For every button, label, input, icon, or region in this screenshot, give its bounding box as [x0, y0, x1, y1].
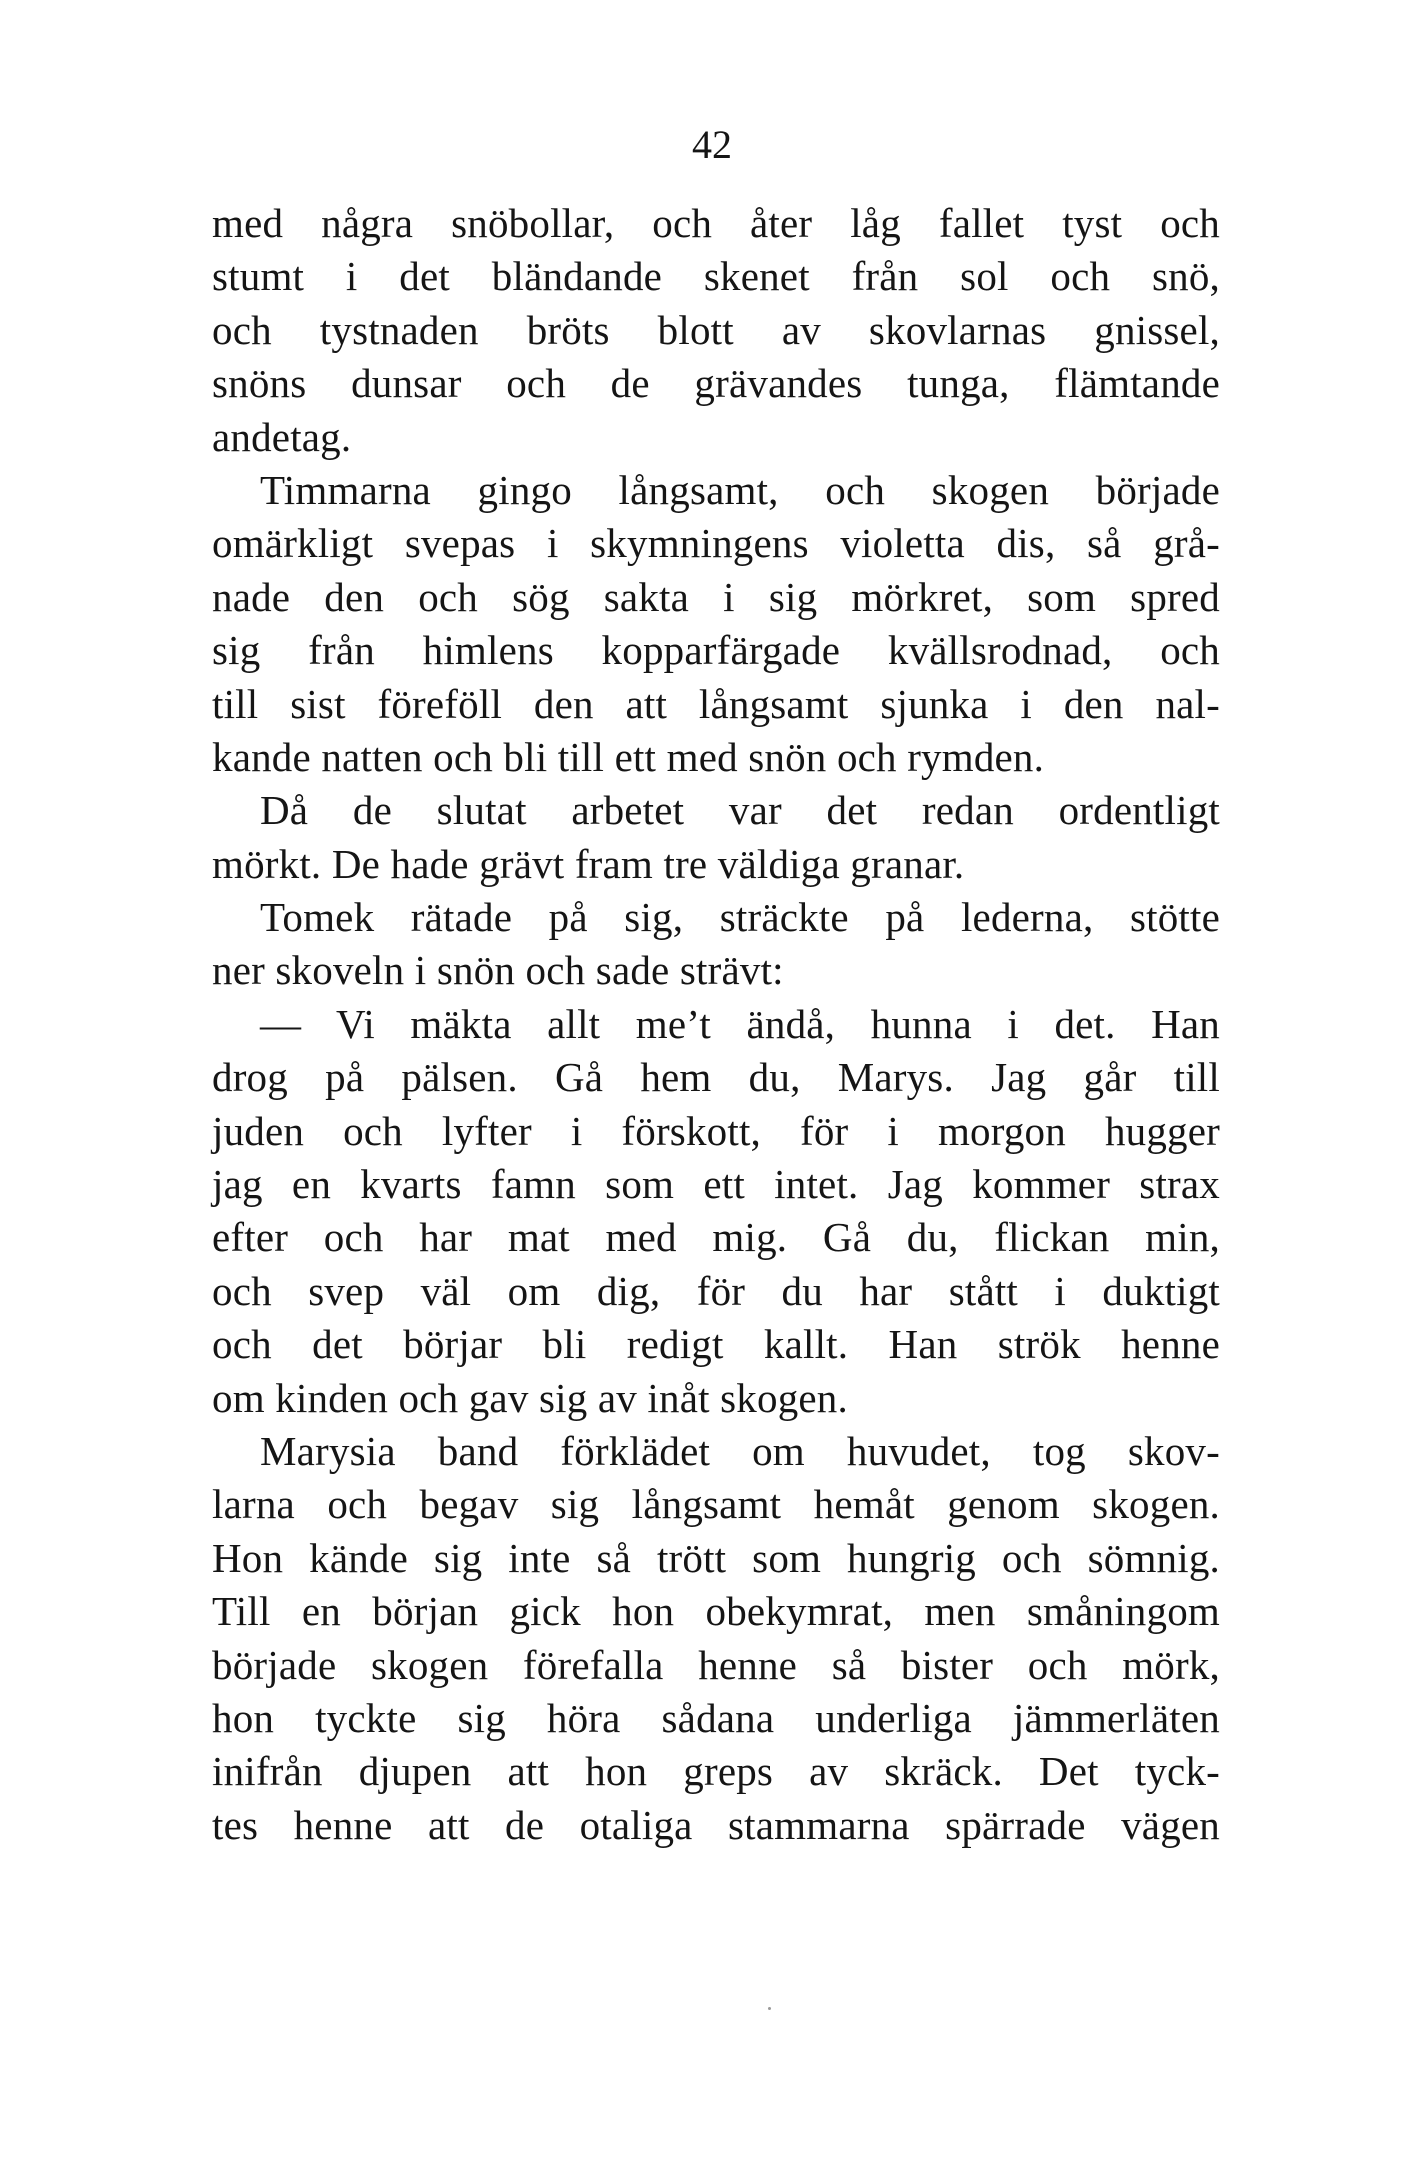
text-line: och svep väl om dig, för du har stått i duktigt: [212, 1267, 1220, 1314]
paper-speck: [768, 2007, 771, 2010]
text-line: Timmarna gingo långsamt, och skogen började: [260, 466, 1220, 513]
text-line: Marysia band förklädet om huvudet, tog skov-: [260, 1427, 1220, 1474]
text-line: tes henne att de otaliga stammarna spärrade vägen: [212, 1801, 1220, 1848]
text-line: juden och lyfter i förskott, för i morgon hugger: [212, 1107, 1220, 1154]
text-line: — Vi mäkta allt me’t ändå, hunna i det. Han: [260, 1000, 1220, 1047]
text-line: Då de slutat arbetet var det redan ordentligt: [260, 787, 1220, 834]
text-line: började skogen förefalla henne så bister och mörk,: [212, 1641, 1220, 1688]
text-line: drog på pälsen. Gå hem du, Marys. Jag går till: [212, 1054, 1220, 1101]
text-line: ner skoveln i snön och sade strävt:: [212, 947, 784, 994]
text-line: andetag.: [212, 413, 352, 460]
text-line: hon tyckte sig höra sådana underliga jämmerläten: [212, 1694, 1220, 1741]
text-line: nade den och sög sakta i sig mörkret, som spred: [212, 573, 1220, 620]
text-line: om kinden och gav sig av inåt skogen.: [212, 1374, 848, 1421]
text-line: Till en början gick hon obekymrat, men småningom: [212, 1588, 1220, 1635]
text-line: och det börjar bli redigt kallt. Han strök henne: [212, 1321, 1220, 1368]
text-line: med några snöbollar, och åter låg fallet tyst och: [212, 200, 1220, 246]
text-line: och tystnaden bröts blott av skovlarnas gnissel,: [212, 306, 1220, 353]
text-line: larna och begav sig långsamt hemåt genom skogen.: [212, 1481, 1220, 1528]
text-line: Hon kände sig inte så trött som hungrig och sömnig.: [212, 1534, 1220, 1581]
text-line: jag en kvarts famn som ett intet. Jag kommer strax: [212, 1161, 1220, 1208]
text-line: snöns dunsar och de grävandes tunga, flämtande: [212, 360, 1220, 407]
text-line: till sist föreföll den att långsamt sjunka i den nal-: [212, 680, 1220, 727]
text-line: Tomek rätade på sig, sträckte på lederna, stötte: [260, 894, 1220, 941]
page-number: 42: [692, 122, 732, 167]
text-line: efter och har mat med mig. Gå du, flickan min,: [212, 1214, 1220, 1261]
text-line: stumt i det bländande skenet från sol och snö,: [212, 253, 1220, 300]
text-line: sig från himlens kopparfärgade kvällsrodnad, och: [212, 627, 1220, 674]
text-line: inifrån djupen att hon greps av skräck. Det tyck-: [212, 1748, 1220, 1795]
text-line: mörkt. De hade grävt fram tre väldiga granar.: [212, 840, 965, 887]
text-line: omärkligt svepas i skymningens violetta dis, så grå-: [212, 520, 1220, 567]
body-text: [212, 197, 1220, 1852]
text-line: kande natten och bli till ett med snön och rymden.: [212, 733, 1045, 780]
